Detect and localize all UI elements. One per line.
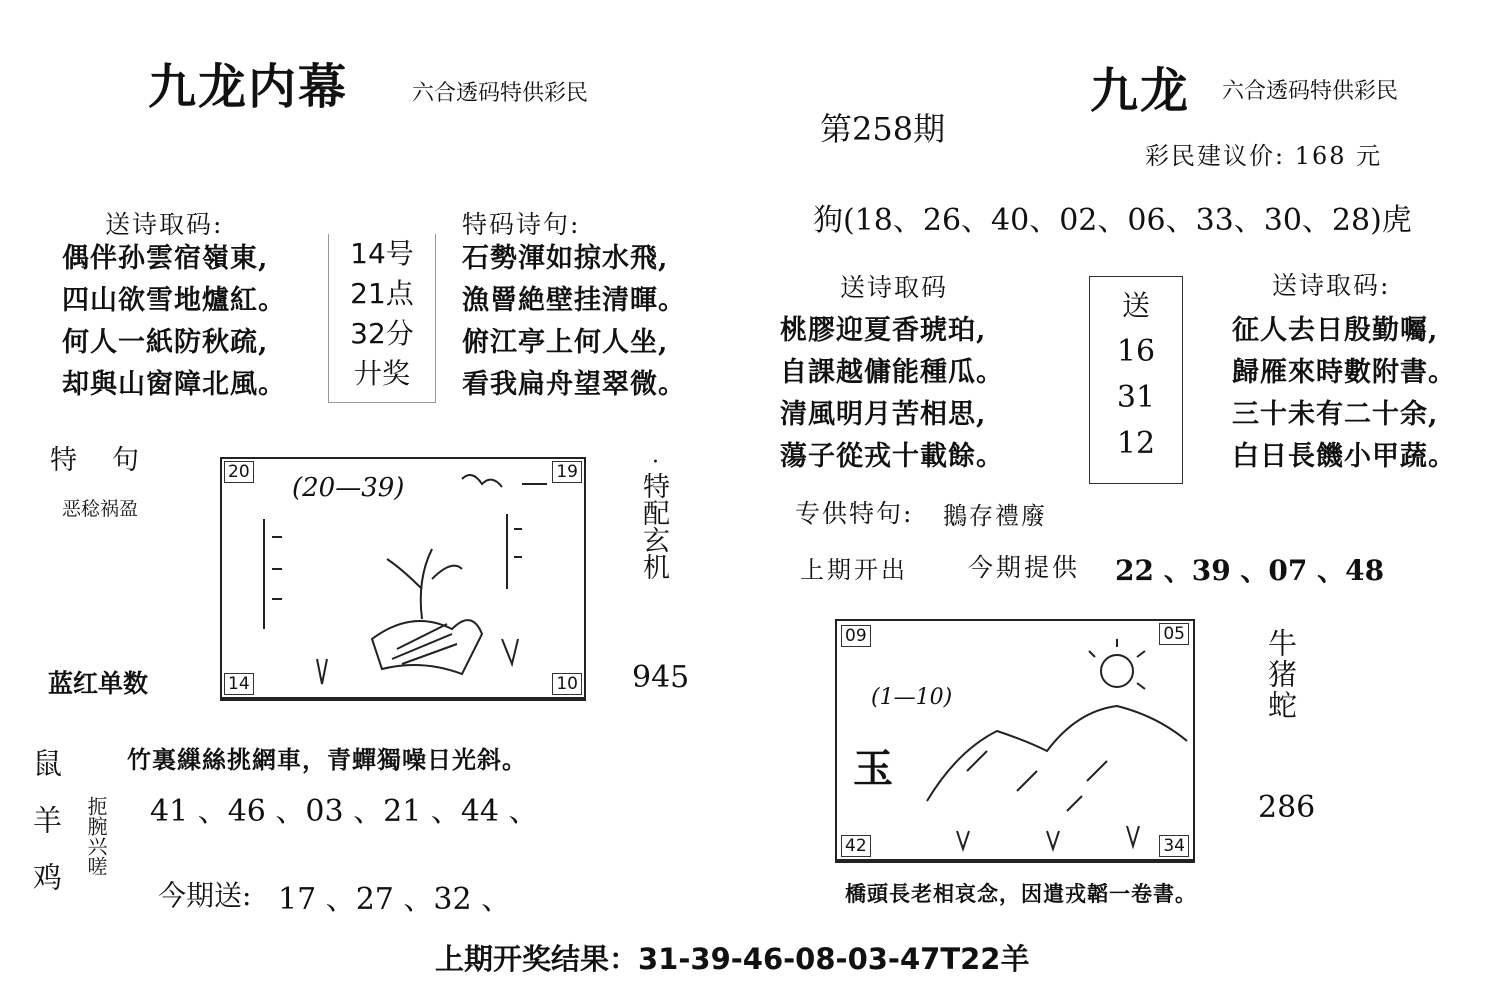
draw-info-line: 32分 xyxy=(350,317,414,350)
corner-number: 42 xyxy=(841,835,871,857)
sketch-text: (20—39) xyxy=(292,473,405,503)
colors-label: 蓝红单数 xyxy=(48,669,149,698)
issue-number: 第258期 xyxy=(820,110,946,148)
dog-tiger-numbers: 狗(18、26、40、02、06、33、30、28)虎 xyxy=(813,203,1412,238)
left-poem-heading: 送诗取码: xyxy=(105,210,224,239)
poem-line: 征人去日殷勤囑, xyxy=(1232,315,1439,346)
draw-info-line: 21点 xyxy=(350,277,414,310)
draw-info-line: 廾奖 xyxy=(353,357,410,390)
sketch-text: (1—10) xyxy=(871,685,953,710)
special-label: 专供特句: xyxy=(795,499,914,528)
poem-line: 俯江亭上何人坐, xyxy=(462,327,669,358)
right-zodiac: 牛猪蛇 xyxy=(1264,628,1298,721)
left-numbers: 41 、46 、03 、21 、44 、 xyxy=(150,794,539,829)
special-poem xyxy=(462,238,686,406)
send-box-line: 31 xyxy=(1116,380,1156,415)
right-poem-1 xyxy=(780,310,1004,478)
side-label: 特配玄机 xyxy=(638,472,669,580)
te-ju-label: 特 句 xyxy=(50,445,143,476)
send-box-line: 16 xyxy=(1116,334,1156,369)
left-verse: 竹裏繅絲挑網車，青蟬獨噪日光斜。 xyxy=(127,745,527,774)
corner-number: 10 xyxy=(552,673,582,695)
corner-number: 34 xyxy=(1159,835,1189,857)
right-picture xyxy=(835,619,1195,863)
sketch-drawing xyxy=(222,459,584,697)
corner-number: 14 xyxy=(224,673,254,695)
poem-line: 白日長饑小甲蔬。 xyxy=(1232,441,1456,472)
left-title: 九龙内幕 xyxy=(148,59,349,115)
poem-line: 石勢渾如掠水飛, xyxy=(462,243,669,274)
corner-number: 19 xyxy=(552,461,582,483)
left-this-issue-numbers: 17 、27 、32 、 xyxy=(278,882,512,917)
poem-line: 蕩子從戎十載餘。 xyxy=(780,441,1004,472)
sketch-drawing xyxy=(837,621,1193,859)
right-subtitle: 六合透码特供彩民 xyxy=(1222,79,1399,104)
special-value: 鵝存禮廢 xyxy=(943,502,1047,530)
send-box-line: 12 xyxy=(1116,426,1156,461)
last-draw-result: 上期开奖结果：31-39-46-08-03-47T22羊 xyxy=(435,942,1030,976)
poem-line: 桃膠迎夏香琥珀, xyxy=(780,315,987,346)
poem-line: 自課越傭能種瓜。 xyxy=(780,357,1004,388)
poem-line: 何人一紙防秋疏, xyxy=(62,327,269,358)
right-this-issue-numbers: 22 、39 、07 、48 xyxy=(1115,554,1385,587)
left-subtitle: 六合透码特供彩民 xyxy=(412,81,589,106)
poem-line: 漁罾絶壁挂清暉。 xyxy=(462,285,686,316)
side-number: 945 xyxy=(632,660,690,695)
left-this-issue-label: 今期送: xyxy=(158,879,252,912)
side-dot: · xyxy=(652,450,659,475)
poem-line: 四山欲雪地爐紅。 xyxy=(62,285,286,316)
left-poem xyxy=(62,238,286,406)
price: 彩民建议价: 168 元 xyxy=(1145,142,1383,170)
right-poem-heading-2: 送诗取码: xyxy=(1272,271,1391,300)
draw-info-box xyxy=(328,234,436,403)
send-box xyxy=(1089,276,1183,484)
sketch-glyph: 玉 xyxy=(853,745,893,792)
poem-line: 歸雁來時數附書。 xyxy=(1232,357,1456,388)
small-vertical: 扼腕兴嗟 xyxy=(84,796,108,876)
right-this-issue-label: 今期提供 xyxy=(968,553,1081,582)
draw-info-line: 14号 xyxy=(350,237,414,270)
poem-line: 却與山窗障北風。 xyxy=(62,369,286,400)
poem-line: 偶伴孙雲宿嶺東, xyxy=(62,243,269,274)
poem-line: 看我扁舟望翠微。 xyxy=(462,369,686,400)
poem-line: 清風明月苦相思, xyxy=(780,399,987,430)
right-poem-heading-1: 送诗取码 xyxy=(840,273,949,302)
right-side-number: 286 xyxy=(1258,790,1316,825)
corner-number: 05 xyxy=(1159,623,1189,645)
poem-line: 三十未有二十余, xyxy=(1232,399,1439,430)
corner-number: 20 xyxy=(224,461,254,483)
left-picture xyxy=(220,457,586,701)
right-verse: 橋頭長老相哀念，因遣戎韜一卷書。 xyxy=(845,881,1197,906)
last-issue-label: 上期开出 xyxy=(800,556,908,584)
right-poem-2 xyxy=(1232,310,1456,478)
te-ju-value: 恶稔祸盈 xyxy=(62,498,139,520)
right-title: 九龙 xyxy=(1090,63,1191,119)
special-poem-heading: 特码诗句: xyxy=(462,210,581,239)
corner-number: 09 xyxy=(841,625,871,647)
left-zodiac: 鼠羊鸡 xyxy=(29,748,63,919)
send-box-line: 送 xyxy=(1121,289,1150,322)
